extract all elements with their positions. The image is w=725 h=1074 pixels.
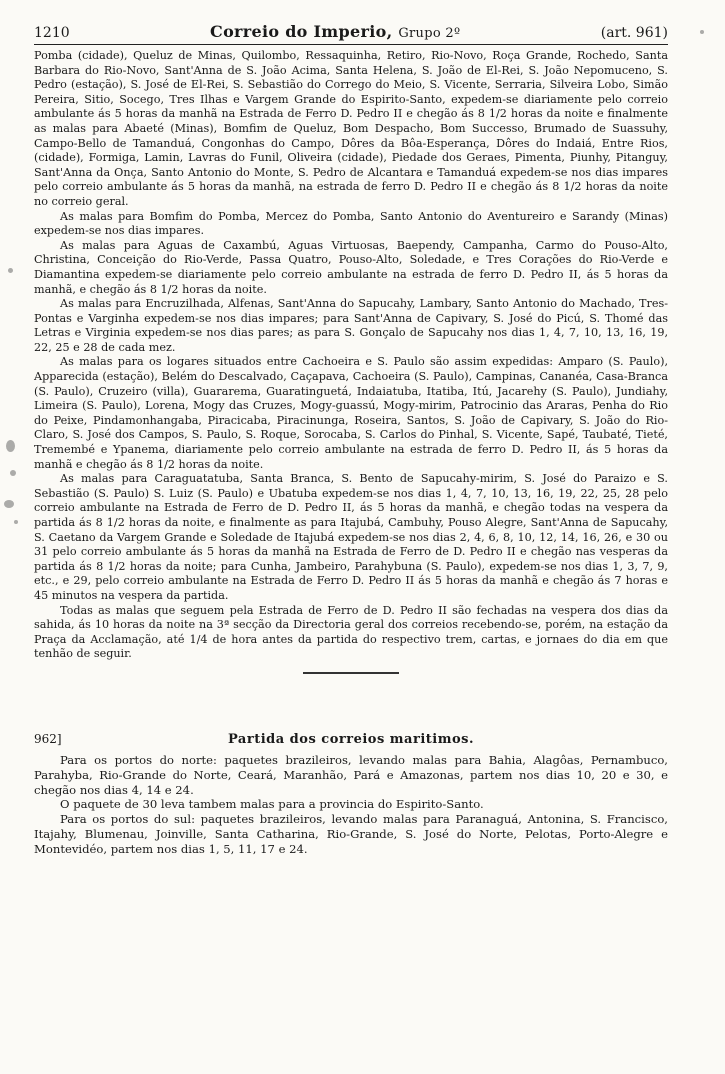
- section-961-body: [34, 49, 668, 662]
- paragraph: Todas as malas que seguem pela Estrada de Ferro de D. Pedro II são fechadas na vespera dos dias da sahida, ás 10 horas da noite na 3ª secção da Directoria geral dos correios recebendo-se, porém, na estação da Praça da Acclamação, até 1/4 de hora antes da partida do respectivo trem, cartas, e jornaes do dia em que tenhão de seguir.: [34, 603, 668, 661]
- ink-spot: [700, 30, 704, 34]
- running-title: [210, 22, 460, 41]
- section-962: [34, 732, 668, 857]
- ink-spot: [6, 440, 15, 452]
- paragraph: Para os portos do sul: paquetes brazileiros, levando malas para Paranaguá, Antonina, S. Francisco, Itajahy, Blumenau, Joinville, Santa Catharina, Rio-Grande, S. José do Norte, Pelotas, Porto-Alegre e Montevidéo, partem nos dias 1, 5, 11, 17 e 24.: [34, 812, 668, 856]
- paragraph: O paquete de 30 leva tambem malas para a provincia do Espirito-Santo.: [60, 797, 484, 812]
- article-reference: (art. 961): [600, 25, 668, 41]
- page-number: 1210: [34, 25, 70, 41]
- paragraph: As malas para Aguas de Caxambú, Aguas Virtuosas, Baependy, Campanha, Carmo do Pouso-Alto, Christina, Conceição do Rio-Verde, Passa Quatro, Pouso-Alto, Soledade, e Tres Corações do Rio-Verde e Diamantina expedem-se diariamente pelo correio ambulante na estrada de ferro D. Pedro II, ás 5 horas da manhã, e chegão ás 8 1/2 horas da noite.: [34, 238, 668, 296]
- section-heading: [34, 732, 668, 747]
- running-title-text: Correio do Imperio,: [210, 22, 393, 41]
- section-divider: [303, 672, 399, 674]
- section-962-body: [34, 753, 668, 857]
- paragraph: As malas para Bomfim do Pomba, Mercez do Pomba, Santo Antonio do Aventureiro e Sarandy (Minas) expedem-se nos dias impares.: [34, 209, 668, 238]
- document-page: [34, 22, 668, 857]
- ink-spot: [14, 520, 18, 524]
- paragraph: As malas para Caraguatatuba, Santa Branca, S. Bento de Sapucahy-mirim, S. José do Paraizo e S. Sebastião (S. Paulo) S. Luiz (S. Paulo) e Ubatuba expedem-se nos dias 1, 4, 7, 10, 13, 16, 19, 22, 25, 28 pelo correio ambulante na Estrada de Ferro de D. Pedro II, ás 5 horas da manhã, e chegão todas na vespera da partida ás 8 1/2 horas da noite, e finalmente as para Itajubá, Cambuhy, Pouso Alegre, Sant'Anna de Sapucahy, S. Caetano da Vargem Grande e Soledade de Itajubá expedem-se nos dias 2, 4, 6, 8, 10, 12, 14, 16, 26, e 30 ou 31 pelo correio ambulante ás 5 horas da manhã na Estrada de Ferro de D. Pedro II e chegão nas vesperas da partida ás 8 1/2 horas da noite; para Cunha, Jambeiro, Parahybuna (S. Paulo), expedem-se nos dias 1, 3, 7, 9, etc., e 29, pelo correio ambulante na Estrada de Ferro D. Pedro II ás 5 horas da manhã e chegão ás 7 horas e 45 minutos na vespera da partida.: [34, 472, 668, 602]
- paragraph: As malas para os logares situados entre Cachoeira e S. Paulo são assim expedidas: Amparo (S. Paulo), Apparecida (estação), Belém do Descalvado, Caçapava, Cachoeira (S. Paulo), Campinas, Cananéa, Casa-Branca (S. Paulo), Cruzeiro (villa), Guararema, Guaratinguetá, Indaiatuba, Itatiba, Itú, Jacarehy (S. Paulo), Jundiahy, Limeira (S. Paulo), Lorena, Mogy das Cruzes, Mogy-guassú, Mogy-mirim, Patrocinio das Araras, Penha do Rio do Peixe, Pindamonhangaba, Piracicaba, Piracinunga, Roseira, Santos, S. João de Capivary, S. João do Rio-Claro, S. José dos Campos, S. Paulo, S. Roque, Sorocaba, S. Carlos do Pinhal, S. Vicente, Sapé, Taubaté, Tieté, Tremembé e Ypanema, diariamente pelo correio ambulante na estrada de ferro D. Pedro II, ás 5 horas da manhã e chegão ás 8 1/2 horas da noite.: [34, 355, 668, 471]
- paragraph: Pomba (cidade), Queluz de Minas, Quilombo, Ressaquinha, Retiro, Rio-Novo, Roça Grande, Rochedo, Santa Barbara do Rio-Novo, Sant'Anna de S. João Acima, Santa Helena, S. João de El-Rei, S. João Nepomuceno, S. Pedro (estação), S. José de El-Rei, S. Sebastião do Corrego do Meio, S. Vicente, Serraria, Silveira Lobo, Simão Pereira, Sitio, Socego, Tres Ilhas e Vargem Grande do Espirito-Santo, expedem-se diariamente pelo correio ambulante ás 5 horas da manhã na Estrada de Ferro D. Pedro II e chegão ás 8 1/2 horas da noite e finalmente as malas para Abaeté (Minas), Bomfim de Queluz, Bom Despacho, Bom Successo, Brumado de Suassuhy, Campo-Bello de Tamanduá, Congonhas do Campo, Dôres da Bôa-Esperança, Dôres do Indaiá, Entre Rios, (cidade), Formiga, Lamin, Lavras do Funil, Oliveira (cidade), Piedade dos Geraes, Pimenta, Piunhy, Pitanguy, Sant'Anna da Onça, Santo Antonio do Monte, S. Pedro de Alcantara e Tamanduá expedem-se nos dias impares pelo correio ambulante ás 5 horas da manhã, na estrada de ferro D. Pedro II e chegão ás 8 1/2 horas da noite no correio geral.: [34, 49, 668, 208]
- page-header: [34, 22, 668, 45]
- paragraph: Para os portos do norte: paquetes brazileiros, levando malas para Bahia, Alagôas, Pernambuco, Parahyba, Rio-Grande do Norte, Ceará, Maranhão, Pará e Amazonas, partem nos dias 10, 20 e 30, e chegão nos dias 4, 14 e 24.: [34, 752, 668, 797]
- ink-spot: [10, 470, 16, 476]
- section-title: Partida dos correios maritimos.: [228, 731, 474, 747]
- paragraph: As malas para Encruzilhada, Alfenas, Sant'Anna do Sapucahy, Lambary, Santo Antonio do Machado, Tres-Pontas e Varginha expedem-se nos dias impares; para Sant'Anna de Capivary, S. José do Picú, S. Thomé das Letras e Virginia expedem-se nos dias pares; as para S. Gonçalo de Sapucahy nos dias 1, 4, 7, 10, 13, 16, 19, 22, 25 e 28 de cada mez.: [34, 297, 668, 354]
- running-title-group: Grupo 2º: [398, 26, 461, 41]
- ink-spot: [4, 500, 14, 508]
- section-number: 962]: [34, 731, 62, 746]
- ink-spot: [8, 268, 13, 273]
